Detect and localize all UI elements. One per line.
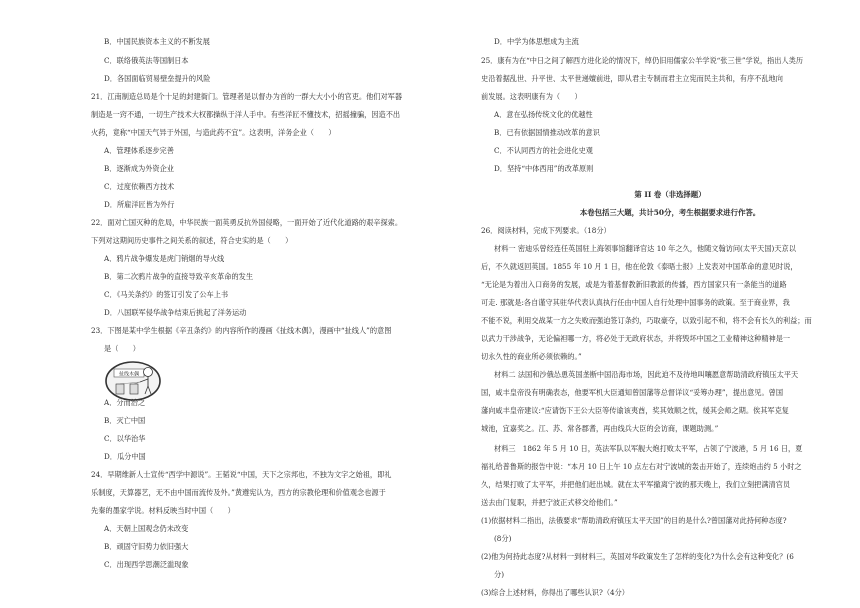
q21-stem-line-2: 制造是一窍不通，一切生产技术大权都操纵于洋人手中。有些洋匠不懂技术，招摇撞骗，因造不出: [91, 110, 401, 119]
q23-stem-line-1: 23．下图是某中学生根据《辛丑条约》的内容所作的漫画《扯线木偶》，漫画中“扯线人”的意图: [91, 326, 392, 335]
q24-option-d[interactable]: D．中学为体思想成为主流: [494, 37, 579, 46]
q26-material-2-line-4: 城池，宜嘉奖之。江、苏、常各郡耆，再由线兵大臣的会访商，课题助测。”: [481, 424, 719, 433]
q26-subquestion-1: (1)依据材料二指出，法俄要求“帮助清政府镇压太平天国”的目的是什么?曾国藩对此持何种态度?: [481, 516, 787, 525]
q26-material-1-line-3: “无论是为着出入口商务的发展，或是为着基督教新旧教派的传播，西方国家只有一条能当的道路: [481, 280, 787, 289]
q24-option-c[interactable]: C．出现西学思潮泛滥现象: [104, 560, 189, 569]
q25-option-d[interactable]: D．坚持“中体西用”的改革原则: [494, 164, 594, 173]
q23-option-a[interactable]: A．分而治之: [104, 398, 146, 407]
q26-material-1-line-6: 以武力干涉战争，无论偏袒哪一方，将必处于无政府状态，并将毁坏中国之工业精神这种精神是一: [481, 334, 791, 343]
q22-option-d[interactable]: D．八国联军侵华战争结束后挑起了洋务运动: [104, 308, 247, 317]
q25-stem-line-3: 前发展。这表明康有为（ ）: [481, 92, 582, 101]
q26-material-3-line-2: 福礼给普鲁斯的报告中说：“本月 10 日上午 10 点左右对宁波城的轰击开始了，连续炮击约 5 小时之: [481, 462, 802, 471]
q26-material-1-line-4: 可走. 那就是:各自谨守其驻华代表认真执行任由中国人自行处理中国事务的政策。至于商业界，我: [481, 298, 790, 307]
q22-option-c[interactable]: C．《马关条约》的签订引发了公车上书: [104, 290, 229, 299]
q22-stem-line-2: 下列对这期间历史事件之间关系的叙述，符合史实的是（ ）: [91, 236, 293, 245]
q26-subquestion-2: (2)他为何持此态度?从材料一到材料三，英国对华政策发生了怎样的变化?为什么会有这种变化？(6: [481, 552, 794, 561]
q21-stem-line-3: 火药，竟称“中国天气异于外国，与造此药不宜”。这表明，洋务企业（ ）: [91, 128, 336, 137]
q26-material-3-line-3: 久，结果打败了太平军，并把他们赶出城。就在太平军撤离宁波的那天晚上，我们立刻把满清官员: [481, 480, 791, 489]
q26-material-1-line-1: 材料一 密迪乐曾经连任英国驻上海领事馆翻译官达 10 年之久，他随文翰访问(太平天国)天京以: [494, 244, 796, 253]
q26-material-3-line-4: 送去由门复职，并把宁波正式移交给他们。”: [481, 498, 618, 507]
q24-stem-line-3: 先秦的墨家学说。材料反映当时中国（ ）: [91, 506, 235, 515]
q26-heading: 26．阅读材料，完成下列要求。（18分）: [481, 226, 611, 235]
q21-option-d[interactable]: D．所雇洋匠皆为外行: [104, 200, 175, 209]
q21-option-b[interactable]: B．逐渐成为外资企业: [104, 164, 174, 173]
q26-material-2-line-1: 材料二 法国和沙俄怂恿英国垄断中国沿海市场，因此迫不及待地叫嚷愿意帮助清政府镇压太平天: [494, 370, 799, 379]
q26-subquestion-1-points: (8分): [494, 534, 512, 543]
q25-stem-line-1: 25．康有为在“中日之间了解西方进化论的情况下，绰仍旧用儒家公羊学说“张三世”学说，指出人类历: [481, 56, 804, 65]
q24-stem-line-1: 24．早期维新人士宣传“西学中源说”。王韬说“中国，天下之宗邦也，不独为文字之始祖，即礼: [91, 470, 392, 479]
q25-option-b[interactable]: B．已有依据国情推动改革的意识: [494, 128, 600, 137]
q25-stem-line-2: 史沿着据乱世、升平世、太平世递嬗前进，即从君主专制而君主立宪而民主共和，有序不乱地向: [481, 74, 783, 83]
q24-option-a[interactable]: A．天朝上国观念仍未改变: [104, 524, 189, 533]
q26-material-1-line-5: 不能不说，利用交战某一方之失败而强迫签订条约，巧取豪夺，以致引起不和，将不会有长久的利益；而: [481, 316, 812, 325]
q26-material-2-line-2: 国，咸丰皇帝没有明确表态，他要军机大臣通知曾国藩等总督详议“妥筹办理”，提出意见。曾国: [481, 388, 784, 397]
q23-option-b[interactable]: B．灭亡中国: [104, 416, 146, 425]
q22-option-a[interactable]: A．鸦片战争爆发是虎门销烟的导火线: [104, 254, 225, 263]
q26-subquestion-2-points: 分): [494, 570, 504, 579]
q23-option-c[interactable]: C．以华治华: [104, 434, 146, 443]
q22-option-b[interactable]: B．第二次鸦片战争的直接导致辛亥革命的发生: [104, 272, 254, 281]
q24-option-b[interactable]: B．顽固守旧势力依旧强大: [104, 542, 189, 551]
q21-stem-line-1: 21．江南制造总局是个十足的封建衙门。管理者是以督办为首的一群大大小小的官吏。他们对军器: [91, 92, 403, 101]
q23-stem-line-2: 是（ ）: [104, 344, 140, 353]
q25-option-a[interactable]: A．意在弘扬传统文化的优越性: [494, 110, 593, 119]
cartoon-caption: 扯线木偶: [118, 371, 140, 378]
q21-option-c[interactable]: C．过度依赖西方技术: [104, 182, 175, 191]
q20-option-b[interactable]: B．中国民族资本主义的不断发展: [104, 37, 210, 46]
q26-material-3-line-1: 材料三 1862 年 5 月 10 日，英法军队以军舰大炮打败太平军，占领了宁波港，5 月 16 日，夏: [494, 444, 803, 453]
section-subtitle: 本卷包括三大题，共计50分，考生根据要求进行作答。: [579, 208, 761, 217]
q24-stem-line-2: 乐制度，天算器艺，无不由中国而流传及外。”黄遵宪认为，西方的宗教伦理和价值观念也源于: [91, 488, 386, 497]
q26-material-2-line-3: 藩向咸丰皇帝建议:“应请饬下王公大臣等传谕该夷酋，奖其效顺之忱，缓其会师之期。俟其军克复: [481, 406, 789, 415]
q26-material-1-line-7: 切永久性的商业所必须依赖的。”: [481, 352, 582, 361]
q20-option-c[interactable]: C．联络俄英法等国制日本: [104, 56, 189, 65]
puppet-cartoon-image: [104, 360, 162, 402]
section-title: 第 II 卷（非选择题）: [634, 190, 706, 199]
q26-subquestion-3: (3)综合上述材料，你得出了哪些认识?（4分）: [481, 588, 629, 597]
q26-material-1-line-2: 后，不久就返回英国。1855 年 10 月 1 日，他在伦敦《泰晤士报》上发表对中国革命的意见时说，: [481, 262, 798, 271]
q20-option-d[interactable]: D．各国面临贸易壁垒提升的风险: [104, 74, 211, 83]
q25-option-c[interactable]: C．不认同西方的社会进化史观: [494, 146, 593, 155]
q22-stem-line-1: 22．面对亡国灭种的危局，中华民族一面英勇反抗外国侵略，一面开始了近代化道路的艰辛探索。: [91, 218, 403, 227]
q23-option-d[interactable]: D．瓜分中国: [104, 452, 146, 461]
q21-option-a[interactable]: A．管理体系逐步完善: [104, 146, 174, 155]
